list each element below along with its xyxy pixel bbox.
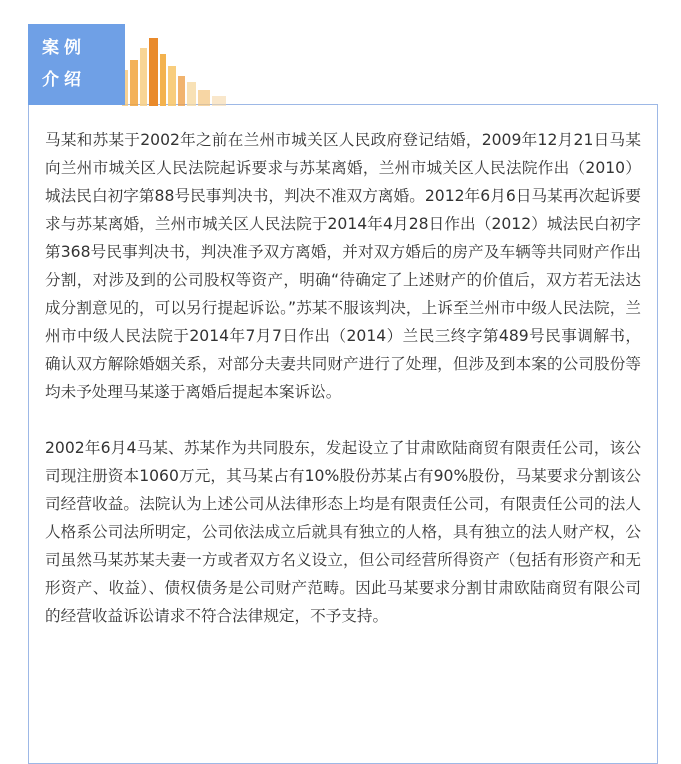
paragraph-ruling: 2002年6月4马某、苏某作为共同股东，发起设立了甘肃欧陆商贸有限责任公司，该公司现注册资本1060万元，其马某占有10%股份苏某占有90%股份，马某要求分割该公司经营收益。法院认为上述公司从法律形态上均是有限责任公司，有限责任公司的法人人格系公司法所明定，公司依法成立后就具有独立的人格，具有独立的法人财产权，公司虽然马某苏某夫妻一方或者双方名义设立，但公司经营所得资产（包括有形资产和无形资产、收益）、债权债务是公司财产范畴。因此马某要求分割甘肃欧陆商贸有限公司的经营收益诉讼请求不符合法律规定，不予支持。: [45, 439, 641, 625]
badge-title-line2: 介绍: [42, 70, 86, 90]
case-content: [45, 126, 641, 630]
case-intro-badge: [28, 24, 125, 105]
paragraph-background: 马某和苏某于2002年之前在兰州市城关区人民政府登记结婚，2009年12月21日马某向兰州市城关区人民法院起诉要求与苏某离婚，兰州市城关区人民法院作出（2010）城法民白初字第88号民事判决书，判决不准双方离婚。2012年6月6日马某再次起诉要求与苏某离婚，兰州市城关区人民法院于2014年4月28日作出（2012）城法民白初字第368号民事判决书，判决准予双方离婚，并对双方婚后的房产及车辆等共同财产作出分割，对涉及到的公司股权等资产，明确“待确定了上述财产的价值后，双方若无法达成分割意见的，可以另行提起诉讼。”苏某不服该判决，上诉至兰州市中级人民法院，兰州市中级人民法院于2014年7月7日作出（2014）兰民三终字第489号民事调解书，确认双方解除婚姻关系，对部分夫妻共同财产进行了处理，但涉及到本案的公司股份等均未予处理马某遂于离婚后提起本案诉讼。: [45, 131, 641, 401]
badge-title-line1: 案例: [42, 38, 86, 58]
